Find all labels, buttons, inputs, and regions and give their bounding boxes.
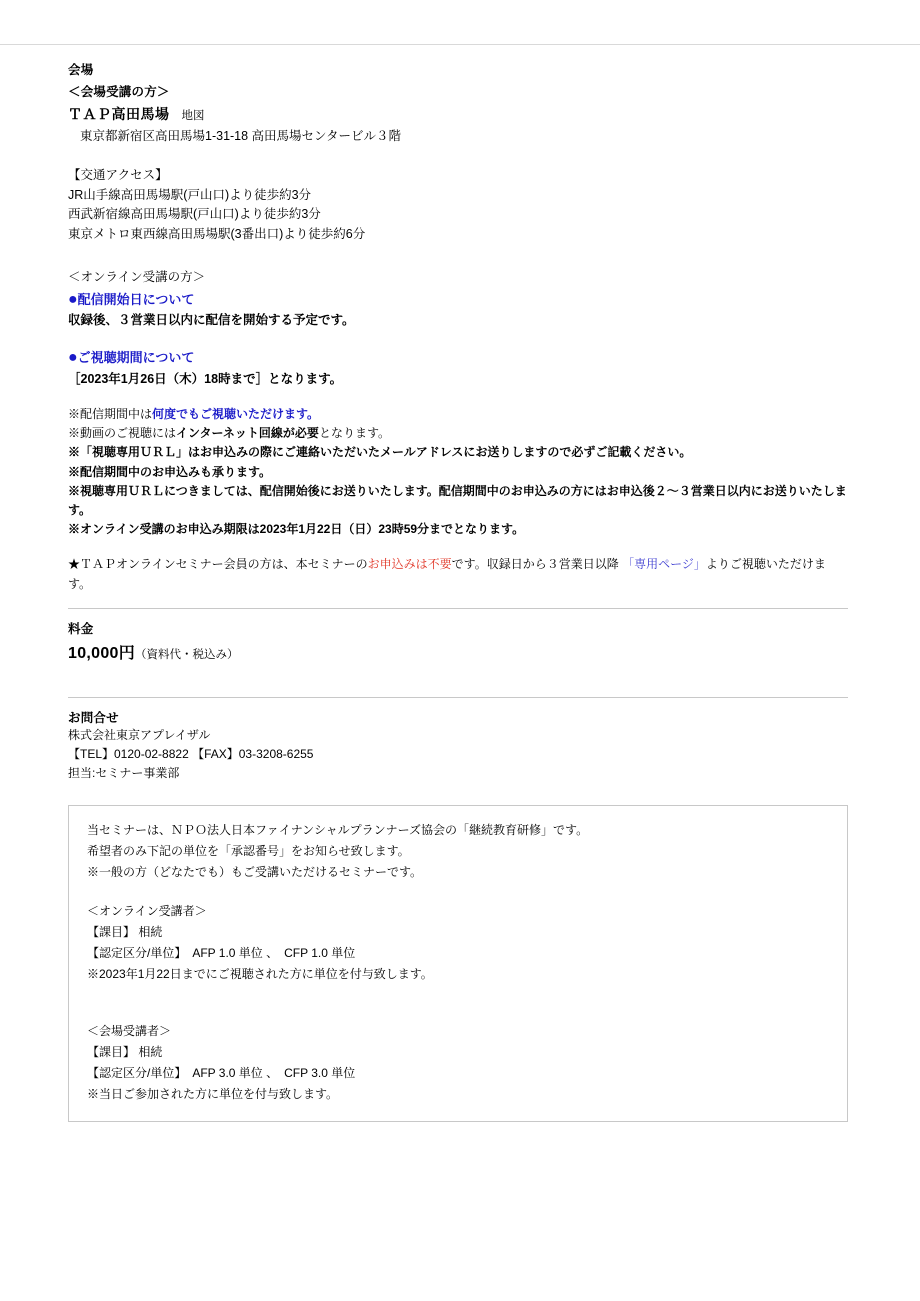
contact-company: 株式会社東京アプレイザル: [68, 727, 211, 742]
online-note-2-run-0: ※動画のご視聴には: [68, 426, 177, 441]
venue-name: ＴＡＰ高田馬場: [68, 106, 170, 122]
streaming-start-heading-row: [68, 289, 848, 309]
access-line-2: 西武新宿線高田馬場駅(戸山口)より徒歩約3分: [68, 207, 321, 222]
online-note-1: [68, 405, 848, 424]
member-note-run-3[interactable]: 「専用ページ」: [622, 557, 706, 572]
online-note-6-run-0: ※オンライン受講のお申込み期限は2023年1月22日（日）23時59分までとなります。: [68, 522, 525, 537]
price-divider: [68, 608, 848, 609]
onsite-group-note: ※当日ご参加された方に単位を付与致します。: [87, 1087, 339, 1102]
viewing-period-heading: ご視聴期間について: [77, 349, 195, 365]
contact-tel-fax: 【TEL】0120-02-8822 【FAX】03-3208-6255: [68, 746, 314, 761]
price-heading: 料金: [68, 621, 94, 636]
online-note-2: [68, 424, 848, 443]
online-note-4-run-0: ※配信期間中のお申込みも承ります。: [68, 464, 272, 479]
online-note-3-run-0: ※「視聴専用ＵＲＬ」はお申込みの際にご連絡いただいたメールアドレスにお送りしますので必ずご記載ください。: [68, 445, 692, 460]
online-group-subject: 【課目】 相続: [87, 925, 163, 940]
viewing-period-heading-row: [68, 347, 848, 367]
access-line-1: JR山手線高田馬場駅(戸山口)より徒歩約3分: [68, 187, 312, 202]
price-note: （資料代・税込み）: [135, 648, 239, 661]
online-label: ＜オンライン受講の方＞: [68, 269, 206, 284]
price-amount: 10,000円: [68, 644, 136, 662]
online-group-units: 【認定区分/単位】 AFP 1.0 単位 、 CFP 1.0 単位: [87, 946, 356, 961]
online-note-5: [68, 482, 848, 520]
online-note-3: [68, 443, 848, 462]
credit-info-box: [68, 805, 848, 1122]
venue-heading: 会場: [68, 63, 94, 77]
price-row: [68, 640, 848, 663]
onsite-group-subject: 【課目】 相続: [87, 1045, 163, 1060]
member-note-run-0: ★ＴＡＰオンラインセミナー会員の方は、本セミナーの: [68, 557, 368, 572]
online-notes: [68, 405, 848, 539]
streaming-start-text: 収録後、３営業日以内に配信を開始する予定です。: [68, 313, 355, 328]
contact-heading: お問合せ: [68, 710, 119, 725]
credit-line-3: ※一般の方（どなたでも）もご受講いただけるセミナーです。: [87, 865, 423, 880]
member-note-run-4: よりご視聴いただけます。: [68, 557, 826, 591]
onsite-group-title: ＜会場受講者＞: [87, 1024, 172, 1039]
venue-onsite-label: ＜会場受講の方＞: [68, 85, 170, 99]
credit-line-2: 希望者のみ下記の単位を「承認番号」をお知らせ致します。: [87, 844, 410, 859]
contact-person: 担当:セミナー事業部: [68, 766, 180, 781]
credit-line-1: 当セミナーは、ＮＰＯ法人日本ファイナンシャルプランナーズ協会の「継続教育研修」です。: [87, 823, 589, 838]
member-note-run-2: です。収録日から３営業日以降: [451, 557, 623, 572]
member-note: [68, 555, 848, 593]
venue-map-link[interactable]: 地図: [181, 110, 205, 122]
online-note-1-run-1: 何度でもご視聴いただけます。: [152, 407, 320, 421]
onsite-group-units: 【認定区分/単位】 AFP 3.0 単位 、 CFP 3.0 単位: [87, 1066, 356, 1081]
online-note-2-run-1: インターネット回線が必要: [176, 426, 319, 441]
online-note-6: [68, 520, 848, 539]
venue-address: 東京都新宿区高田馬場1-31-18 高田馬場センタービル３階: [80, 129, 402, 143]
access-line-3: 東京メトロ東西線高田馬場駅(3番出口)より徒歩約6分: [68, 226, 366, 241]
online-group-title: ＜オンライン受講者＞: [87, 904, 207, 919]
contact-divider: [68, 697, 848, 698]
online-note-2-run-2: となります。: [318, 426, 390, 441]
access-heading: 【交通アクセス】: [68, 168, 168, 183]
online-note-4: [68, 463, 848, 482]
bullet-icon: ●: [68, 291, 78, 309]
page-top-divider: [0, 44, 920, 45]
member-note-run-1: お申込みは不要: [367, 557, 452, 572]
bullet-icon: ●: [68, 348, 78, 366]
online-group-note: ※2023年1月22日までにご視聴された方に単位を付与致します。: [87, 967, 433, 982]
venue-name-row: [68, 104, 848, 124]
streaming-start-heading: 配信開始日について: [77, 292, 195, 308]
online-note-1-run-0: ※配信期間中は: [68, 407, 153, 421]
viewing-period-text: ［2023年1月26日（木）18時まで］となります。: [68, 371, 343, 386]
online-note-5-run-0: ※視聴専用ＵＲＬにつきましては、配信開始後にお送りいたします。配信期間中のお申込みの方にはお申込後２～３営業日以内にお送りいたします。: [68, 483, 847, 517]
